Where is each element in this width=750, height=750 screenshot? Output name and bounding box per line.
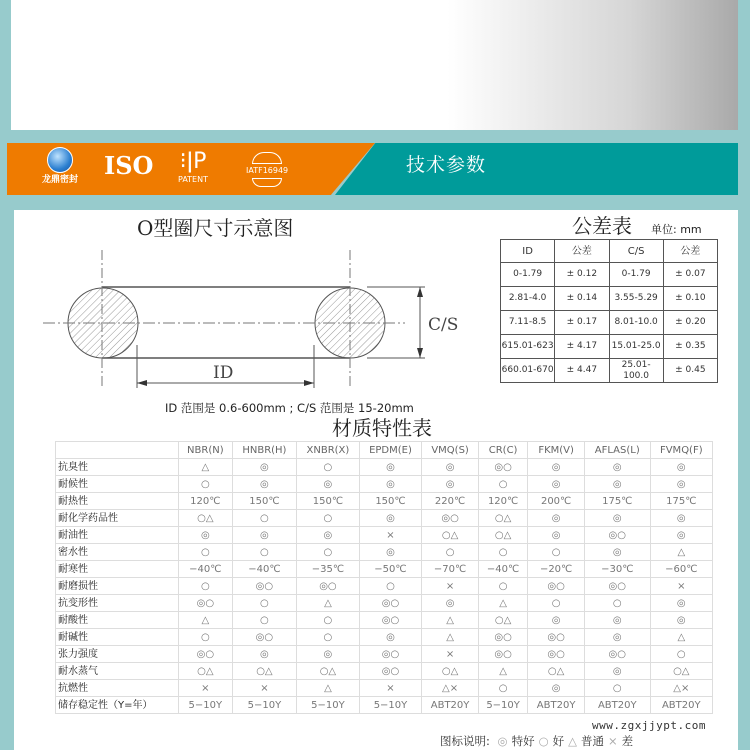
table-row: [501, 287, 718, 311]
table-cell: ◎: [359, 476, 422, 493]
property-label: 耐化学药品性: [56, 510, 179, 527]
table-cell: ○: [297, 510, 360, 527]
table-cell: ○: [478, 476, 527, 493]
table-cell: 3.55-5.29: [609, 287, 663, 311]
table-header-cell: 公差: [555, 240, 609, 263]
table-cell: ○: [232, 612, 296, 629]
table-cell: 5−10Y: [359, 697, 422, 714]
table-cell: ○△: [478, 510, 527, 527]
property-label: 密水性: [56, 544, 179, 561]
table-row: [56, 544, 713, 561]
legend-symbol-icon: ○: [538, 734, 549, 748]
table-cell: ○△: [422, 527, 479, 544]
table-cell: ○: [584, 680, 650, 697]
table-cell: ○: [232, 595, 296, 612]
table-cell: ○: [650, 646, 712, 663]
table-cell: 5−10Y: [179, 697, 233, 714]
legend-text: 普通: [580, 734, 604, 748]
table-cell: ◎○: [478, 646, 527, 663]
table-cell: △: [297, 680, 360, 697]
property-label: 耐油性: [56, 527, 179, 544]
table-cell: ◎: [584, 459, 650, 476]
table-row: [56, 612, 713, 629]
table-cell: 5−10Y: [232, 697, 296, 714]
table-cell: 120℃: [179, 493, 233, 510]
table-cell: ×: [359, 527, 422, 544]
table-cell: ◎○: [528, 629, 585, 646]
cs-label: C/S: [428, 315, 459, 335]
table-cell: ×: [232, 680, 296, 697]
table-header-row: [56, 442, 713, 459]
table-cell: ◎: [179, 527, 233, 544]
table-header-cell: CR(C): [478, 442, 527, 459]
table-cell: △×: [650, 680, 712, 697]
table-cell: ◎○: [179, 595, 233, 612]
arrow-icon: [304, 380, 314, 386]
table-row: [501, 335, 718, 359]
table-cell: ○: [359, 578, 422, 595]
table-cell: ○△: [297, 663, 360, 680]
table-cell: ◎: [650, 595, 712, 612]
legend-label: 图标说明:: [440, 734, 490, 748]
table-cell: ○△: [422, 663, 479, 680]
table-cell: ◎○: [528, 646, 585, 663]
table-cell: ◎: [422, 595, 479, 612]
table-cell: ◎: [584, 663, 650, 680]
table-cell: △: [478, 663, 527, 680]
property-label: 耐碱性: [56, 629, 179, 646]
property-label: 储存稳定性（Y=年）: [56, 697, 179, 714]
table-header-cell: HNBR(H): [232, 442, 296, 459]
table-cell: ◎: [584, 612, 650, 629]
property-label: 张力强度: [56, 646, 179, 663]
table-cell: ◎: [584, 476, 650, 493]
table-cell: ○△: [179, 510, 233, 527]
property-label: 耐水蒸气: [56, 663, 179, 680]
table-row: [56, 697, 713, 714]
table-cell: ◎: [528, 510, 585, 527]
table-row: [56, 527, 713, 544]
table-cell: ○: [232, 544, 296, 561]
property-label: 抗臭性: [56, 459, 179, 476]
table-cell: ◎: [528, 527, 585, 544]
table-cell: ◎○: [528, 578, 585, 595]
table-cell: ◎○: [422, 510, 479, 527]
table-row: [501, 263, 718, 287]
table-cell: △: [478, 595, 527, 612]
patent-logo-text: PATENT: [178, 175, 208, 184]
tolerance-table: [500, 239, 718, 383]
table-cell: 200℃: [528, 493, 585, 510]
table-cell: ◎: [650, 612, 712, 629]
table-cell: ◎: [584, 629, 650, 646]
table-cell: ○: [584, 595, 650, 612]
materials-title: 材质特性表: [332, 416, 432, 440]
table-cell: 8.01-10.0: [609, 311, 663, 335]
table-cell: ◎: [584, 510, 650, 527]
legend-text: 特好: [511, 734, 535, 748]
table-cell: ◎○: [232, 629, 296, 646]
table-cell: −30℃: [584, 561, 650, 578]
table-header-cell: [56, 442, 179, 459]
table-cell: ◎: [650, 510, 712, 527]
table-cell: ◎: [528, 612, 585, 629]
iso-logo: ISO: [104, 151, 154, 180]
table-cell: ×: [179, 680, 233, 697]
table-cell: ○△: [179, 663, 233, 680]
table-header-cell: 公差: [663, 240, 717, 263]
property-label: 耐磨损性: [56, 578, 179, 595]
table-cell: ◎: [650, 459, 712, 476]
table-cell: ◎: [359, 510, 422, 527]
table-cell: 150℃: [232, 493, 296, 510]
table-cell: ◎: [232, 476, 296, 493]
table-cell: △: [179, 459, 233, 476]
table-cell: ○: [297, 612, 360, 629]
table-row: [56, 459, 713, 476]
table-cell: ○: [528, 544, 585, 561]
table-cell: ○: [528, 595, 585, 612]
table-cell: ○△: [478, 527, 527, 544]
table-cell: 0-1.79: [609, 263, 663, 287]
table-cell: ± 0.20: [663, 311, 717, 335]
table-row: [56, 646, 713, 663]
legend-symbol-icon: ◎: [497, 734, 508, 748]
table-cell: ◎: [528, 680, 585, 697]
table-cell: ○: [478, 578, 527, 595]
legend-text: 差: [621, 734, 634, 748]
table-cell: ◎○: [359, 595, 422, 612]
table-cell: 175℃: [584, 493, 650, 510]
table-cell: 2.81-4.0: [501, 287, 555, 311]
table-cell: ◎: [297, 476, 360, 493]
watermark: www.zgxjjypt.com: [592, 719, 706, 732]
table-header-cell: EPDM(E): [359, 442, 422, 459]
table-cell: ◎○: [584, 646, 650, 663]
table-cell: ○: [478, 544, 527, 561]
table-cell: ○: [297, 544, 360, 561]
property-label: 耐寒性: [56, 561, 179, 578]
table-cell: ○△: [650, 663, 712, 680]
table-cell: ◎○: [179, 646, 233, 663]
table-cell: −40℃: [179, 561, 233, 578]
tolerance-title: 公差表: [572, 214, 632, 238]
table-row: [56, 629, 713, 646]
table-cell: ○: [297, 629, 360, 646]
table-cell: ABT20Y: [528, 697, 585, 714]
table-row: [501, 311, 718, 335]
arrow-icon: [417, 287, 423, 297]
property-label: 耐热性: [56, 493, 179, 510]
table-row: [56, 663, 713, 680]
table-cell: 660.01-670: [501, 359, 555, 383]
table-cell: −70℃: [422, 561, 479, 578]
property-label: 抗燃性: [56, 680, 179, 697]
table-row: [56, 510, 713, 527]
table-cell: ◎: [359, 629, 422, 646]
table-cell: ◎: [232, 459, 296, 476]
table-cell: ◎: [297, 646, 360, 663]
table-cell: ± 0.14: [555, 287, 609, 311]
table-cell: ◎: [650, 527, 712, 544]
brand-logo-text: 龙鼎密封: [41, 175, 78, 185]
table-cell: ○: [179, 578, 233, 595]
table-cell: ×: [650, 578, 712, 595]
table-row: [56, 680, 713, 697]
table-cell: ABT20Y: [650, 697, 712, 714]
table-cell: ×: [422, 646, 479, 663]
table-header-cell: ID: [501, 240, 555, 263]
table-cell: −20℃: [528, 561, 585, 578]
table-row: [56, 595, 713, 612]
table-cell: ◎○: [359, 646, 422, 663]
table-cell: ○: [232, 510, 296, 527]
table-cell: △: [650, 544, 712, 561]
range-note: ID 范围是 0.6-600mm ; C/S 范围是 15-20mm: [165, 401, 414, 415]
table-cell: △: [650, 629, 712, 646]
legend: [440, 734, 637, 748]
table-cell: ◎○: [359, 612, 422, 629]
tolerance-unit: 单位: mm: [651, 223, 702, 236]
table-cell: ◎: [359, 459, 422, 476]
table-cell: −35℃: [297, 561, 360, 578]
diagram-title: O型圈尺寸示意图: [137, 216, 294, 240]
table-cell: △: [422, 612, 479, 629]
table-header-row: [501, 240, 718, 263]
table-cell: ± 4.47: [555, 359, 609, 383]
table-cell: ○△: [478, 612, 527, 629]
table-cell: 150℃: [359, 493, 422, 510]
table-cell: ± 0.10: [663, 287, 717, 311]
table-cell: −40℃: [232, 561, 296, 578]
table-cell: 15.01-25.0: [609, 335, 663, 359]
table-cell: ◎: [422, 476, 479, 493]
table-cell: ± 0.07: [663, 263, 717, 287]
table-cell: 220℃: [422, 493, 479, 510]
property-label: 耐酸性: [56, 612, 179, 629]
section-title: 技术参数: [406, 154, 487, 176]
table-cell: ○: [478, 680, 527, 697]
table-cell: △: [179, 612, 233, 629]
table-cell: ◎: [650, 476, 712, 493]
table-cell: ± 4.17: [555, 335, 609, 359]
table-cell: 5−10Y: [297, 697, 360, 714]
table-cell: ○△: [232, 663, 296, 680]
table-cell: 175℃: [650, 493, 712, 510]
legend-symbol-icon: ×: [607, 734, 618, 748]
table-cell: −60℃: [650, 561, 712, 578]
table-cell: 25.01-100.0: [609, 359, 663, 383]
table-cell: ◎: [232, 527, 296, 544]
table-cell: ◎: [584, 544, 650, 561]
table-row: [56, 561, 713, 578]
table-cell: ABT20Y: [422, 697, 479, 714]
table-cell: ◎○: [584, 527, 650, 544]
table-cell: ◎○: [584, 578, 650, 595]
table-cell: ◎○: [232, 578, 296, 595]
table-cell: 5−10Y: [478, 697, 527, 714]
table-header-cell: VMQ(S): [422, 442, 479, 459]
table-header-cell: FKM(V): [528, 442, 585, 459]
table-cell: 615.01-623: [501, 335, 555, 359]
property-label: 耐候性: [56, 476, 179, 493]
table-cell: 7.11-8.5: [501, 311, 555, 335]
table-cell: ◎○: [297, 578, 360, 595]
table-cell: ◎: [422, 459, 479, 476]
table-cell: ◎: [359, 544, 422, 561]
table-cell: ◎○: [478, 629, 527, 646]
table-cell: ± 0.17: [555, 311, 609, 335]
table-cell: ◎: [528, 476, 585, 493]
id-label: ID: [213, 363, 234, 383]
iatf-logo-text: IATF16949: [246, 166, 289, 175]
table-row: [56, 578, 713, 595]
table-cell: ◎○: [478, 459, 527, 476]
table-header-cell: XNBR(X): [297, 442, 360, 459]
legend-text: 好: [552, 734, 565, 748]
table-header-cell: C/S: [609, 240, 663, 263]
table-cell: ◎: [297, 527, 360, 544]
table-cell: ± 0.12: [555, 263, 609, 287]
table-cell: −40℃: [478, 561, 527, 578]
table-cell: 120℃: [478, 493, 527, 510]
materials-table: [55, 441, 713, 714]
table-cell: 150℃: [297, 493, 360, 510]
table-cell: ◎○: [359, 663, 422, 680]
table-cell: ×: [422, 578, 479, 595]
table-cell: ○: [297, 459, 360, 476]
table-cell: △: [297, 595, 360, 612]
table-row: [56, 493, 713, 510]
table-cell: ◎: [232, 646, 296, 663]
table-header-cell: NBR(N): [179, 442, 233, 459]
table-cell: ± 0.35: [663, 335, 717, 359]
table-cell: ○△: [528, 663, 585, 680]
table-cell: △×: [422, 680, 479, 697]
table-cell: ± 0.45: [663, 359, 717, 383]
table-cell: ○: [179, 476, 233, 493]
arrow-icon: [137, 380, 147, 386]
table-row: [501, 359, 718, 383]
table-cell: ○: [179, 544, 233, 561]
table-cell: ◎: [528, 459, 585, 476]
table-cell: −50℃: [359, 561, 422, 578]
table-row: [56, 476, 713, 493]
property-label: 抗变形性: [56, 595, 179, 612]
table-header-cell: AFLAS(L): [584, 442, 650, 459]
table-cell: ○: [422, 544, 479, 561]
table-cell: 0-1.79: [501, 263, 555, 287]
table-cell: ×: [359, 680, 422, 697]
table-cell: ABT20Y: [584, 697, 650, 714]
legend-symbol-icon: △: [568, 734, 577, 748]
table-cell: ○: [179, 629, 233, 646]
table-cell: △: [422, 629, 479, 646]
arrow-icon: [417, 348, 423, 358]
table-header-cell: FVMQ(F): [650, 442, 712, 459]
patent-icon: ⁝ǀP: [179, 149, 207, 174]
